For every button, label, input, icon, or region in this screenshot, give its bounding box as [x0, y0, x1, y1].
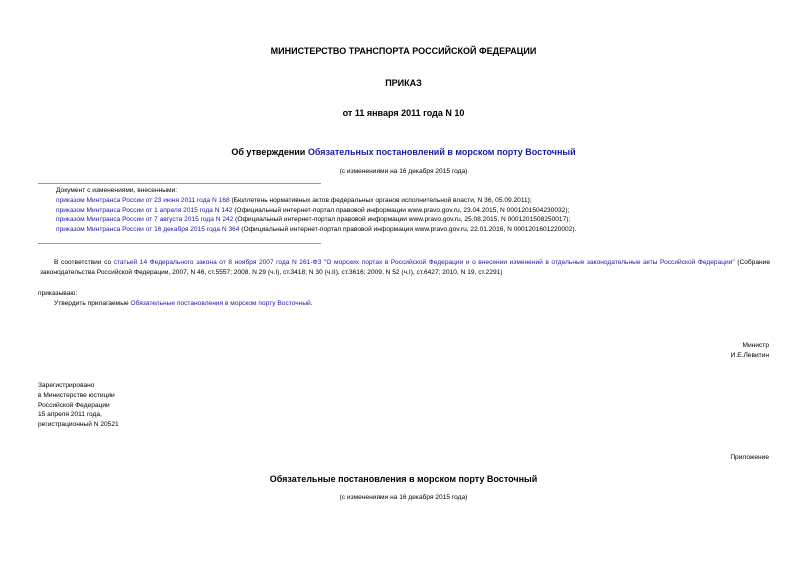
registration-line: в Министерстве юстиции [38, 391, 115, 399]
signature-position: Министр [742, 342, 769, 349]
title-edition: (с изменениями на 16 декабря 2015 года) [339, 168, 468, 175]
changes-intro: Документ с изменениями, внесенными: [56, 187, 178, 194]
change-link[interactable]: приказом Минтранса России от 7 августа 2015 года N 242 [56, 216, 234, 224]
registration-line: регистрационный N 20521 [38, 421, 119, 429]
changes-top-rule [38, 183, 321, 184]
doc-type-heading: ПРИКАЗ [385, 78, 422, 88]
change-source: (Официальный интернет-портал правовой информации www.pravo.gov.ru, 22.01.2016, N 0001201601220002). [239, 226, 577, 234]
signature-name: И.Е.Левитин [730, 352, 769, 359]
change-link[interactable]: приказом Минтранса России от 23 июня 2011 года N 168 [56, 196, 230, 204]
approve-prefix: Утвердить прилагаемые [54, 300, 131, 307]
appendix-title: Обязательные постановления в морском порту Восточный [269, 474, 538, 484]
change-link[interactable]: приказом Минтранса России от 16 декабря 2015 года N 364 [56, 226, 240, 234]
changes-list [56, 186, 576, 235]
change-link[interactable]: приказом Минтранса России от 1 апреля 2015 года N 142 [56, 206, 233, 214]
change-item [56, 225, 576, 235]
appendix-label: Приложение [730, 454, 769, 461]
change-source: (Официальный интернет-портал правовой информации www.pravo.gov.ru, 25.08.2015, N 0001201508250017); [233, 216, 571, 224]
change-item [56, 196, 576, 206]
appendix-edition: (с изменениями на 16 декабря 2015 года) [339, 494, 468, 501]
order-approve [54, 299, 313, 309]
title-prefix: Об утверждении [231, 147, 308, 157]
approve-link[interactable]: Обязательные постановления в морском порту Восточный [130, 300, 311, 307]
change-source: (Официальный интернет-портал правовой информации www.pravo.gov.ru, 23.04.2015, N 0001201504230032); [232, 206, 570, 214]
registration-line: 15 апреля 2011 года, [38, 411, 102, 419]
date-number-heading: от 11 января 2011 года N 10 [342, 108, 465, 118]
change-source: (Бюллетень нормативных актов федеральных органов исполнительной власти, N 36, 05.09.2011); [229, 196, 532, 204]
registration-block [38, 381, 119, 430]
change-item [56, 206, 576, 216]
ministry-heading: МИНИСТЕРСТВО ТРАНСПОРТА РОССИЙСКОЙ ФЕДЕРАЦИИ [270, 46, 537, 56]
registration-line: Зарегистрировано [38, 382, 95, 389]
registration-line: Российской Федерации [38, 401, 110, 409]
approve-suffix: . [310, 300, 313, 307]
basis-source: (Собрание законодательства Российской Федерации, 2007, N 46, ст.5557; 2008, N 29 (ч.I), ст.3418; N 30 (ч.II), ст.3616; 2009, N 52 (ч.I), ст.6427; 2010, N 19, ст.2291) [40, 259, 771, 276]
basis-law-link[interactable]: статьей 14 Федерального закона от 8 ноября 2007 года N 261-ФЗ "О морских портах в Российской Федерации и о внесении изменений в отдельные законодательные акты Российской Федерации" [113, 259, 735, 266]
changes-bottom-rule [38, 243, 321, 244]
title-link[interactable]: Обязательных постановлений в морском порту Восточный [307, 147, 576, 157]
basis-prefix: В соответствии со [54, 259, 114, 266]
order-prikazyvayu: приказываю: [38, 290, 78, 297]
change-item [56, 215, 576, 225]
basis-paragraph [40, 258, 770, 278]
document-title [0, 147, 807, 157]
